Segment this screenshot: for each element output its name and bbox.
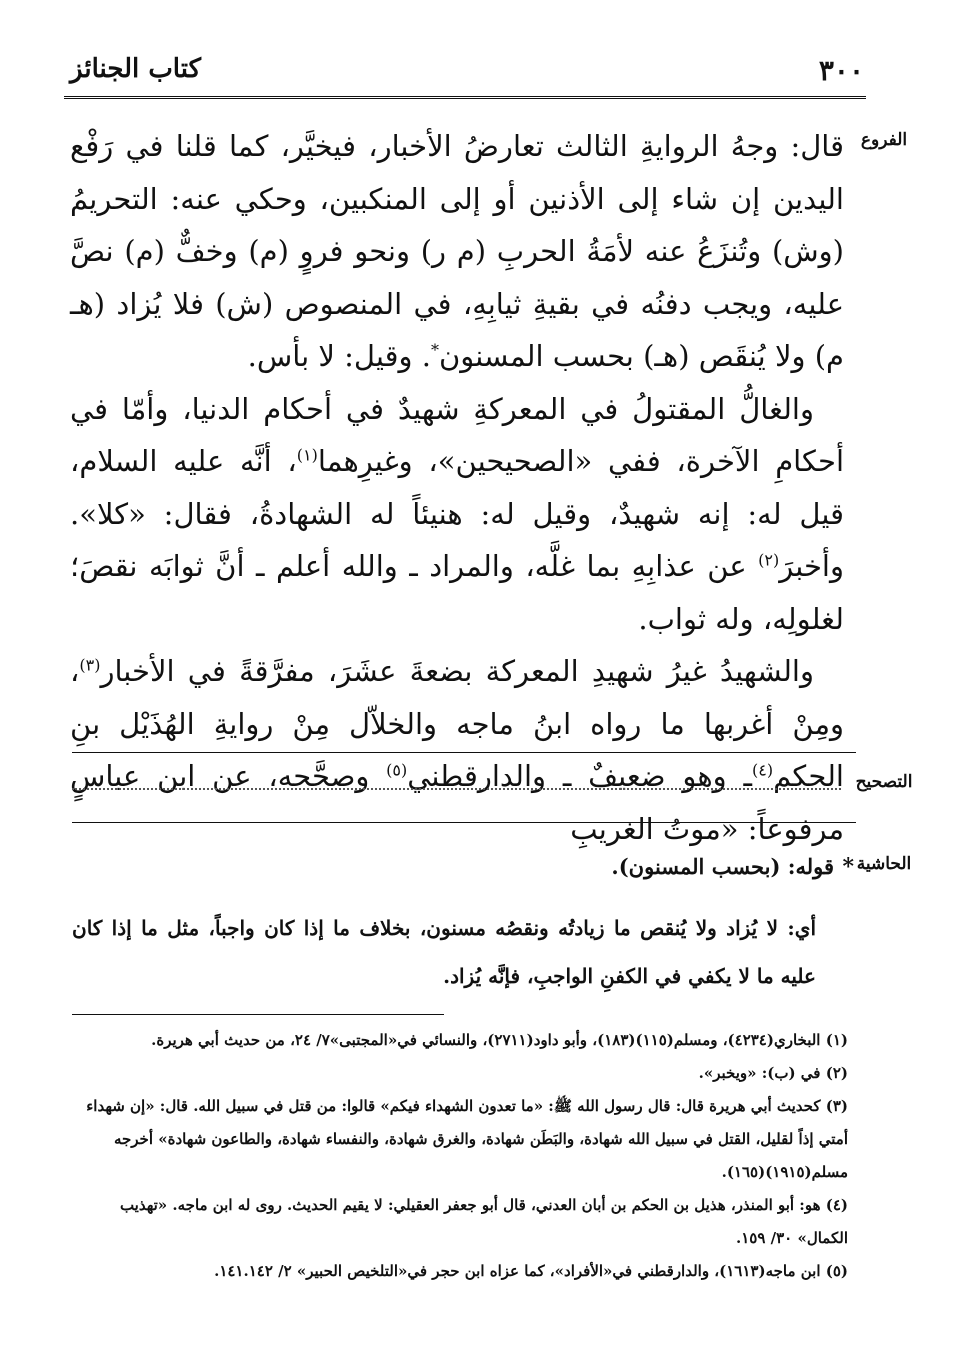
footnote-1	[70, 1024, 848, 1057]
tashih-dotted-line	[72, 788, 841, 790]
side-label-furu: الفروع	[860, 130, 908, 150]
footnote-rule	[72, 1014, 444, 1015]
book-title: كتاب الجنائز	[70, 54, 201, 84]
footnote-ref-3[interactable]: (٣)	[79, 655, 101, 675]
footnote-ref-2[interactable]: (٢)	[758, 550, 780, 570]
section-divider	[72, 752, 856, 753]
hashiya-body	[72, 904, 816, 1000]
footnote-ref-4[interactable]: (٤)	[751, 760, 774, 780]
matn-paragraph-1: قال: وجهُ الروايةِ الثالث تعارضُ الأخبار، فيخيَّر، كما قلنا في رَفْع اليدين إن شاء إلى الأذنين أو إلى المنكبين، وحكي عنه: التحريمُ (وش) وتُنزَعُ عنه لأمَةُ الحربِ (م ر) ونحو فروٍ (م) وخفٌّ (م) نصَّ عليه، ويجب دفنُه في بقيةِ ثيابِهِ، في المنصوص (ش) فلا يُزاد (هـ م) ولا يُنقَص (هـ) بحسب المسنون*. وقيل: لا بأس.	[70, 129, 844, 373]
footnote-text: البخاري(٤٢٣٤)، ومسلم(١١٥)(١٨٣)، وأبو داود(٢٧١١)، والنسائي في«المجتبى»٧/ ٢٤، من حديث أبي هريرة.	[151, 1031, 821, 1049]
footnote-ref-5[interactable]: (٥)	[386, 760, 408, 780]
footnote-text: كحديث أبي هريرة قال: قال رسول الله ﷺ: «ما تعدون الشهداء فيكم» قالوا: من قتل في سبيل الله. قال: «إن شهداء أمتي إذاً لقليل، القتل في سبيل الله شهادة، والبَطَن شهادة، والغرق شهادة، والنفساء شهادة، والطاعون شهادة» أخرجه مسلم(١٩١٥)(١٦٥).	[86, 1097, 848, 1181]
footnote-4	[70, 1189, 848, 1255]
footnote-text: في (ب): «ويخبر».	[698, 1064, 821, 1082]
hashiya-text: أي: لا يُزاد ولا يُنقص ما زيادتُه ونقصُه مسنون، بخلاف ما إذا كان واجباً، مثل ما إذا كان عليه ما لا يكفي في الكفنِ الواجبِ، فإنَّه يُزاد.	[72, 916, 816, 988]
footnotes	[70, 1024, 848, 1288]
footnote-ref-1[interactable]: (١)	[296, 445, 318, 465]
hashiya-asterisk: *	[842, 854, 854, 880]
footnote-5	[70, 1255, 848, 1288]
section-divider	[72, 822, 856, 823]
footnote-number: (٣)	[825, 1097, 848, 1115]
asterisk-marker: *	[430, 340, 439, 360]
footnote-text: هو: أبو المنذر، هذيل بن الحكم بن أبان العدني، قال أبو جعفر العقيلي: لا يقيم الحديث. روى له ابن ماجه. «تهذيب الكمال» ٣٠/ ١٥٩.	[119, 1196, 848, 1247]
main-text	[70, 120, 844, 855]
matn-paragraph-2: والغالُّ المقتولُ في المعركةِ شهيدٌ في أحكام الدنيا، وأمّا في أحكامِ الآخرة، ففي «الصحيحين»، وغيرِهما$^{(١)}$، أنَّه عليه السلام، قيل له: إنه شهيدٌ، وقيل له: هنيئاً له الشهادةُ، فقال: «كلا». وأخبرَ$^{(٢)}$ عن عذابِهِ بما غلَّه، والمراد ـ والله أعلم ـ أنَّ ثوابَه نقصَ؛ لغلولِه، وله ثواب.	[70, 391, 844, 636]
footnote-number: (٥)	[825, 1262, 848, 1280]
footnote-number: (٢)	[825, 1064, 848, 1082]
running-header	[70, 48, 864, 92]
footnote-2	[70, 1057, 848, 1090]
footnote-text: ابن ماجه(١٦١٣)، والدارقطني في«الأفراد»، كما عزاه ابن حجر في«التلخيص الحبير» ٢/ ١٤١.١٤٢.	[214, 1262, 821, 1280]
footnote-3	[70, 1090, 848, 1189]
side-label-tashih: التصحيح	[855, 772, 913, 792]
matn-paragraph-3: والشهيدُ غيرُ شهيدِ المعركة بضعةَ عشَرَ، مفرَّقةً في الأخبار$^{(٣)}$، ومِنْ أغربها ما رواه ابنُ ماجه والخلاّل مِنْ روايةِ الهُذَيْل بنِ الحكم$^{(٤)}$ـ وهو ضعيفٌ ـ والدارقطني$^{(٥)}$ وصحَّحه، عن ابن عباسٍ مرفوعاً: «موتُ الغريبِ	[70, 654, 844, 846]
footnote-number: (١)	[825, 1031, 848, 1049]
page-number: ٣٠٠	[818, 54, 864, 87]
hashiya-heading: قوله: (بحسب المسنون).	[611, 854, 834, 879]
header-rule	[64, 96, 866, 99]
footnote-number: (٤)	[825, 1196, 848, 1214]
side-label-hashiya: الحاشية	[856, 854, 912, 874]
